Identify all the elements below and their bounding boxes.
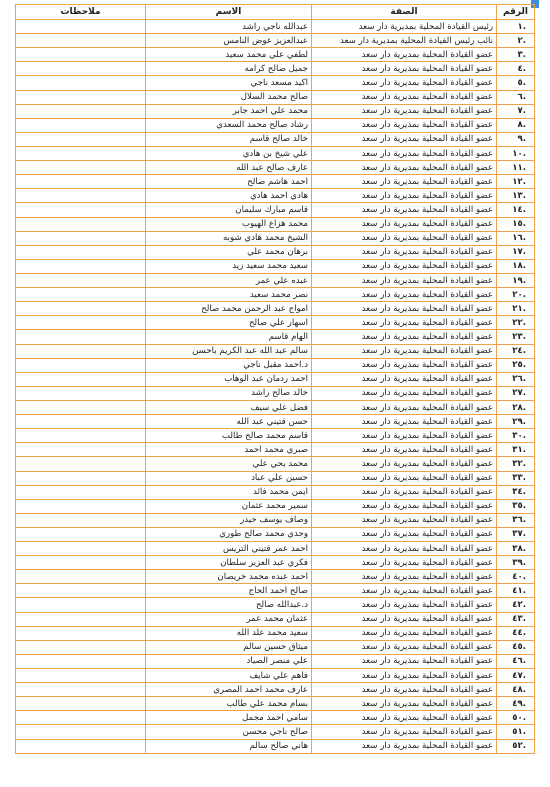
row-role: عضو القيادة المحلية بمديرية دار سعد [312,358,497,372]
row-role: عضو القيادة المحلية بمديرية دار سعد [312,640,497,654]
row-notes [16,471,146,485]
row-number: .٣٦ [497,513,535,527]
table-row [16,34,535,48]
row-notes [16,612,146,626]
row-name: ايمن محمد فائد [146,485,312,499]
row-notes [16,443,146,457]
row-name: محمد هزاع الهيوب [146,217,312,231]
table-row [16,330,535,344]
table-row [16,245,535,259]
row-name: سالم عبد الله عبد الكريم باحسن [146,344,312,358]
row-number: .٣٣ [497,471,535,485]
row-role: عضو القيادة المحلية بمديرية دار سعد [312,175,497,189]
row-number: .١٩ [497,273,535,287]
row-role: عضو القيادة المحلية بمديرية دار سعد [312,739,497,753]
row-notes [16,76,146,90]
row-notes [16,302,146,316]
row-role: عضو القيادة المحلية بمديرية دار سعد [312,203,497,217]
row-name: عثمان محمد عمر [146,612,312,626]
row-number: .٣١ [497,443,535,457]
row-number: .٣٤ [497,485,535,499]
table-row [16,48,535,62]
row-number: .٣٧ [497,527,535,541]
row-name: محمد علي احمد جابر [146,104,312,118]
row-role: عضو القيادة المحلية بمديرية دار سعد [312,316,497,330]
row-name: فكري عبد العزيز سلطان [146,556,312,570]
row-number: .٢ [497,34,535,48]
table-row [16,725,535,739]
row-notes [16,429,146,443]
table-row [16,697,535,711]
row-role: عضو القيادة المحلية بمديرية دار سعد [312,400,497,414]
row-name: برهان محمد علي [146,245,312,259]
row-notes [16,288,146,302]
row-role: عضو القيادة المحلية بمديرية دار سعد [312,626,497,640]
row-number: .٢٤ [497,344,535,358]
row-name: محمد يحي علي [146,457,312,471]
table-row [16,612,535,626]
row-name: هادي احمد هادي [146,189,312,203]
table-row [16,513,535,527]
row-number: .١٨ [497,259,535,273]
row-number: .١٠ [497,146,535,160]
row-role: عضو القيادة المحلية بمديرية دار سعد [312,90,497,104]
table-row [16,739,535,753]
row-name: قاسم محمد صالح طالب [146,429,312,443]
row-number: .١١ [497,161,535,175]
row-number: .٥٠ [497,711,535,725]
row-number: .٦ [497,90,535,104]
row-name: وجدي محمد صالح طوري [146,527,312,541]
row-role: عضو القيادة المحلية بمديرية دار سعد [312,132,497,146]
row-notes [16,316,146,330]
row-role: عضو القيادة المحلية بمديرية دار سعد [312,697,497,711]
row-number: .٨ [497,118,535,132]
row-number: .٥٢ [497,739,535,753]
table-row [16,400,535,414]
row-role: عضو القيادة المحلية بمديرية دار سعد [312,429,497,443]
table-row [16,570,535,584]
row-name: علي منصر الصياد [146,654,312,668]
row-name: بسام محمد علي طالب [146,697,312,711]
row-name: عارف صالح عبد الله [146,161,312,175]
row-role: عضو القيادة المحلية بمديرية دار سعد [312,161,497,175]
row-number: .٤٤ [497,626,535,640]
row-name: صالح محمد السلال [146,90,312,104]
header-name: الاسم [146,5,312,20]
row-name: نصر محمد سعيد [146,288,312,302]
table-row [16,499,535,513]
row-notes [16,20,146,34]
row-name: احمد عبده محمد خريصان [146,570,312,584]
table-row [16,217,535,231]
table-row [16,161,535,175]
table-row [16,146,535,160]
row-notes [16,189,146,203]
header-number: الرقم [497,5,535,20]
row-notes [16,598,146,612]
row-role: عضو القيادة المحلية بمديرية دار سعد [312,415,497,429]
row-notes [16,485,146,499]
row-name: سامي احمد مجمل [146,711,312,725]
row-notes [16,372,146,386]
row-number: .٢٣ [497,330,535,344]
row-number: .٤٠ [497,570,535,584]
table-row [16,598,535,612]
row-notes [16,711,146,725]
row-number: .٤٩ [497,697,535,711]
table-row [16,118,535,132]
row-name: خالد صالح قاسم [146,132,312,146]
row-role: عضو القيادة المحلية بمديرية دار سعد [312,499,497,513]
row-notes [16,358,146,372]
table-row [16,485,535,499]
row-number: .٢٩ [497,415,535,429]
row-role: عضو القيادة المحلية بمديرية دار سعد [312,711,497,725]
row-number: .٤٥ [497,640,535,654]
row-number: .٣٢ [497,457,535,471]
table-row [16,316,535,330]
table-row [16,175,535,189]
row-number: .٣٨ [497,542,535,556]
table-row [16,62,535,76]
row-name: فاهم علي شايف [146,669,312,683]
row-role: عضو القيادة المحلية بمديرية دار سعد [312,542,497,556]
row-role: عضو القيادة المحلية بمديرية دار سعد [312,527,497,541]
row-number: .٤٨ [497,683,535,697]
row-role: عضو القيادة المحلية بمديرية دار سعد [312,146,497,160]
row-name: الهام قاسم [146,330,312,344]
table-row [16,203,535,217]
row-number: .٢٦ [497,372,535,386]
row-role: عضو القيادة المحلية بمديرية دار سعد [312,457,497,471]
row-role: عضو القيادة المحلية بمديرية دار سعد [312,612,497,626]
row-number: .٣٩ [497,556,535,570]
row-role: عضو القيادة المحلية بمديرية دار سعد [312,344,497,358]
row-name: فضل علي سيف [146,400,312,414]
row-notes [16,330,146,344]
table-row [16,640,535,654]
row-number: .٢٥ [497,358,535,372]
row-name: علي شيخ بن هادي [146,146,312,160]
table-row [16,457,535,471]
row-notes [16,697,146,711]
row-name: احمد هاشم صالح [146,175,312,189]
row-name: د.عبدالله صالح [146,598,312,612]
table-row [16,104,535,118]
row-name: احمد عمر قتيني التريس [146,542,312,556]
row-role: عضو القيادة المحلية بمديرية دار سعد [312,76,497,90]
row-role: عضو القيادة المحلية بمديرية دار سعد [312,118,497,132]
row-number: .٩ [497,132,535,146]
table-row [16,189,535,203]
row-number: .٤ [497,62,535,76]
row-number: .١٢ [497,175,535,189]
row-role: عضو القيادة المحلية بمديرية دار سعد [312,513,497,527]
row-name: عبدالعزيز عوض النامس [146,34,312,48]
row-name: سمير محمد عثمان [146,499,312,513]
row-number: .٤١ [497,584,535,598]
row-notes [16,400,146,414]
row-role: عضو القيادة المحلية بمديرية دار سعد [312,330,497,344]
row-number: .٤٧ [497,669,535,683]
row-number: .٣٠ [497,429,535,443]
row-role: عضو القيادة المحلية بمديرية دار سعد [312,556,497,570]
table-row [16,669,535,683]
table-row [16,358,535,372]
header-role: الصفة [312,5,497,20]
row-number: .٢٨ [497,400,535,414]
row-notes [16,217,146,231]
row-number: .٣ [497,48,535,62]
row-number: .١٦ [497,231,535,245]
row-role: عضو القيادة المحلية بمديرية دار سعد [312,48,497,62]
row-role: عضو القيادة المحلية بمديرية دار سعد [312,471,497,485]
row-notes [16,386,146,400]
row-role: عضو القيادة المحلية بمديرية دار سعد [312,485,497,499]
table-row [16,527,535,541]
row-notes [16,203,146,217]
row-notes [16,146,146,160]
row-role: عضو القيادة المحلية بمديرية دار سعد [312,273,497,287]
row-notes [16,457,146,471]
row-role: عضو القيادة المحلية بمديرية دار سعد [312,570,497,584]
row-role: عضو القيادة المحلية بمديرية دار سعد [312,217,497,231]
row-notes [16,415,146,429]
row-name: د.احمد مقبل ناجي [146,358,312,372]
row-number: .٥ [497,76,535,90]
table-body [16,20,535,754]
row-name: وصاف يوسف حيدر [146,513,312,527]
row-role: عضو القيادة المحلية بمديرية دار سعد [312,189,497,203]
table-row [16,711,535,725]
table-row [16,654,535,668]
row-role: عضو القيادة المحلية بمديرية دار سعد [312,683,497,697]
table-row [16,372,535,386]
row-name: امواج عبد الرحمن محمد صالح [146,302,312,316]
row-number: .١٥ [497,217,535,231]
table-row [16,259,535,273]
row-notes [16,62,146,76]
row-notes [16,132,146,146]
header-notes: ملاحظات [16,5,146,20]
row-name: هاني صالح سالم [146,739,312,753]
row-notes [16,669,146,683]
row-notes [16,626,146,640]
table-row [16,415,535,429]
row-name: عارف محمد احمد المصري [146,683,312,697]
row-name: عبدالله ناجي راشد [146,20,312,34]
row-notes [16,584,146,598]
table-row [16,76,535,90]
row-role: عضو القيادة المحلية بمديرية دار سعد [312,654,497,668]
row-role: رئيس القيادة المحلية بمديرية دار سعد [312,20,497,34]
members-table [15,4,535,754]
row-role: عضو القيادة المحلية بمديرية دار سعد [312,62,497,76]
row-notes [16,654,146,668]
row-role: عضو القيادة المحلية بمديرية دار سعد [312,245,497,259]
row-name: صبري محمد احمد [146,443,312,457]
document-page [15,4,534,770]
row-name: لطفي علي محمد سعيد [146,48,312,62]
row-number: .٢١ [497,302,535,316]
row-name: قاسم مبارك سليمان [146,203,312,217]
row-number: .١٤ [497,203,535,217]
row-name: عبده علي عمر [146,273,312,287]
table-row [16,132,535,146]
row-notes [16,556,146,570]
row-role: عضو القيادة المحلية بمديرية دار سعد [312,443,497,457]
table-row [16,683,535,697]
row-notes [16,683,146,697]
table-row [16,302,535,316]
row-number: .٤٦ [497,654,535,668]
table-row [16,273,535,287]
row-number: .٥١ [497,725,535,739]
row-name: حسن قتيني عبد الله [146,415,312,429]
row-name: سعيد محمد سعيد زيد [146,259,312,273]
row-number: .٢٠ [497,288,535,302]
row-number: .٢٧ [497,386,535,400]
row-name: اكيد مسعد ناجي [146,76,312,90]
row-name: اسهار علي صالح [146,316,312,330]
row-name: خالد صالح راشد [146,386,312,400]
table-row [16,556,535,570]
table-row [16,231,535,245]
row-notes [16,231,146,245]
row-number: .٣٥ [497,499,535,513]
row-name: الشيخ محمد هادي شوبه [146,231,312,245]
table-row [16,626,535,640]
row-name: جميل صالح كرامه [146,62,312,76]
row-notes [16,273,146,287]
row-number: .١ [497,20,535,34]
row-notes [16,344,146,358]
table-row [16,288,535,302]
row-name: حسين علي عباد [146,471,312,485]
row-role: عضو القيادة المحلية بمديرية دار سعد [312,372,497,386]
table-row [16,429,535,443]
row-role: عضو القيادة المحلية بمديرية دار سعد [312,386,497,400]
row-name: احمد ردمان عبد الوهاب [146,372,312,386]
table-row [16,542,535,556]
row-role: عضو القيادة المحلية بمديرية دار سعد [312,302,497,316]
row-number: .٤٢ [497,598,535,612]
row-number: .٤٣ [497,612,535,626]
row-notes [16,161,146,175]
table-row [16,344,535,358]
row-name: سعيد محمد علد الله [146,626,312,640]
row-notes [16,34,146,48]
row-role: عضو القيادة المحلية بمديرية دار سعد [312,725,497,739]
row-notes [16,640,146,654]
table-row [16,386,535,400]
row-role: عضو القيادة المحلية بمديرية دار سعد [312,259,497,273]
row-name: رشاد صالح محمد السعدي [146,118,312,132]
row-notes [16,725,146,739]
table-row [16,471,535,485]
row-notes [16,570,146,584]
row-notes [16,513,146,527]
row-notes [16,118,146,132]
row-notes [16,175,146,189]
row-number: .٧ [497,104,535,118]
row-notes [16,527,146,541]
row-role: عضو القيادة المحلية بمديرية دار سعد [312,584,497,598]
table-row [16,584,535,598]
row-notes [16,259,146,273]
row-notes [16,90,146,104]
row-role: عضو القيادة المحلية بمديرية دار سعد [312,104,497,118]
row-notes [16,739,146,753]
table-row [16,20,535,34]
row-notes [16,48,146,62]
row-role: نائب رئيس القيادة المحلية بمديرية دار سعد [312,34,497,48]
row-name: صالح احمد الحاج [146,584,312,598]
row-notes [16,245,146,259]
table-row [16,90,535,104]
row-role: عضو القيادة المحلية بمديرية دار سعد [312,598,497,612]
table-header-row [16,5,535,20]
table-row [16,443,535,457]
row-notes [16,499,146,513]
row-role: عضو القيادة المحلية بمديرية دار سعد [312,669,497,683]
row-role: عضو القيادة المحلية بمديرية دار سعد [312,288,497,302]
row-name: ميثاق حسين سالم [146,640,312,654]
row-number: .١٧ [497,245,535,259]
row-name: صالح ناجي محسن [146,725,312,739]
row-notes [16,542,146,556]
row-number: .١٣ [497,189,535,203]
row-notes [16,104,146,118]
row-number: .٢٢ [497,316,535,330]
row-role: عضو القيادة المحلية بمديرية دار سعد [312,231,497,245]
